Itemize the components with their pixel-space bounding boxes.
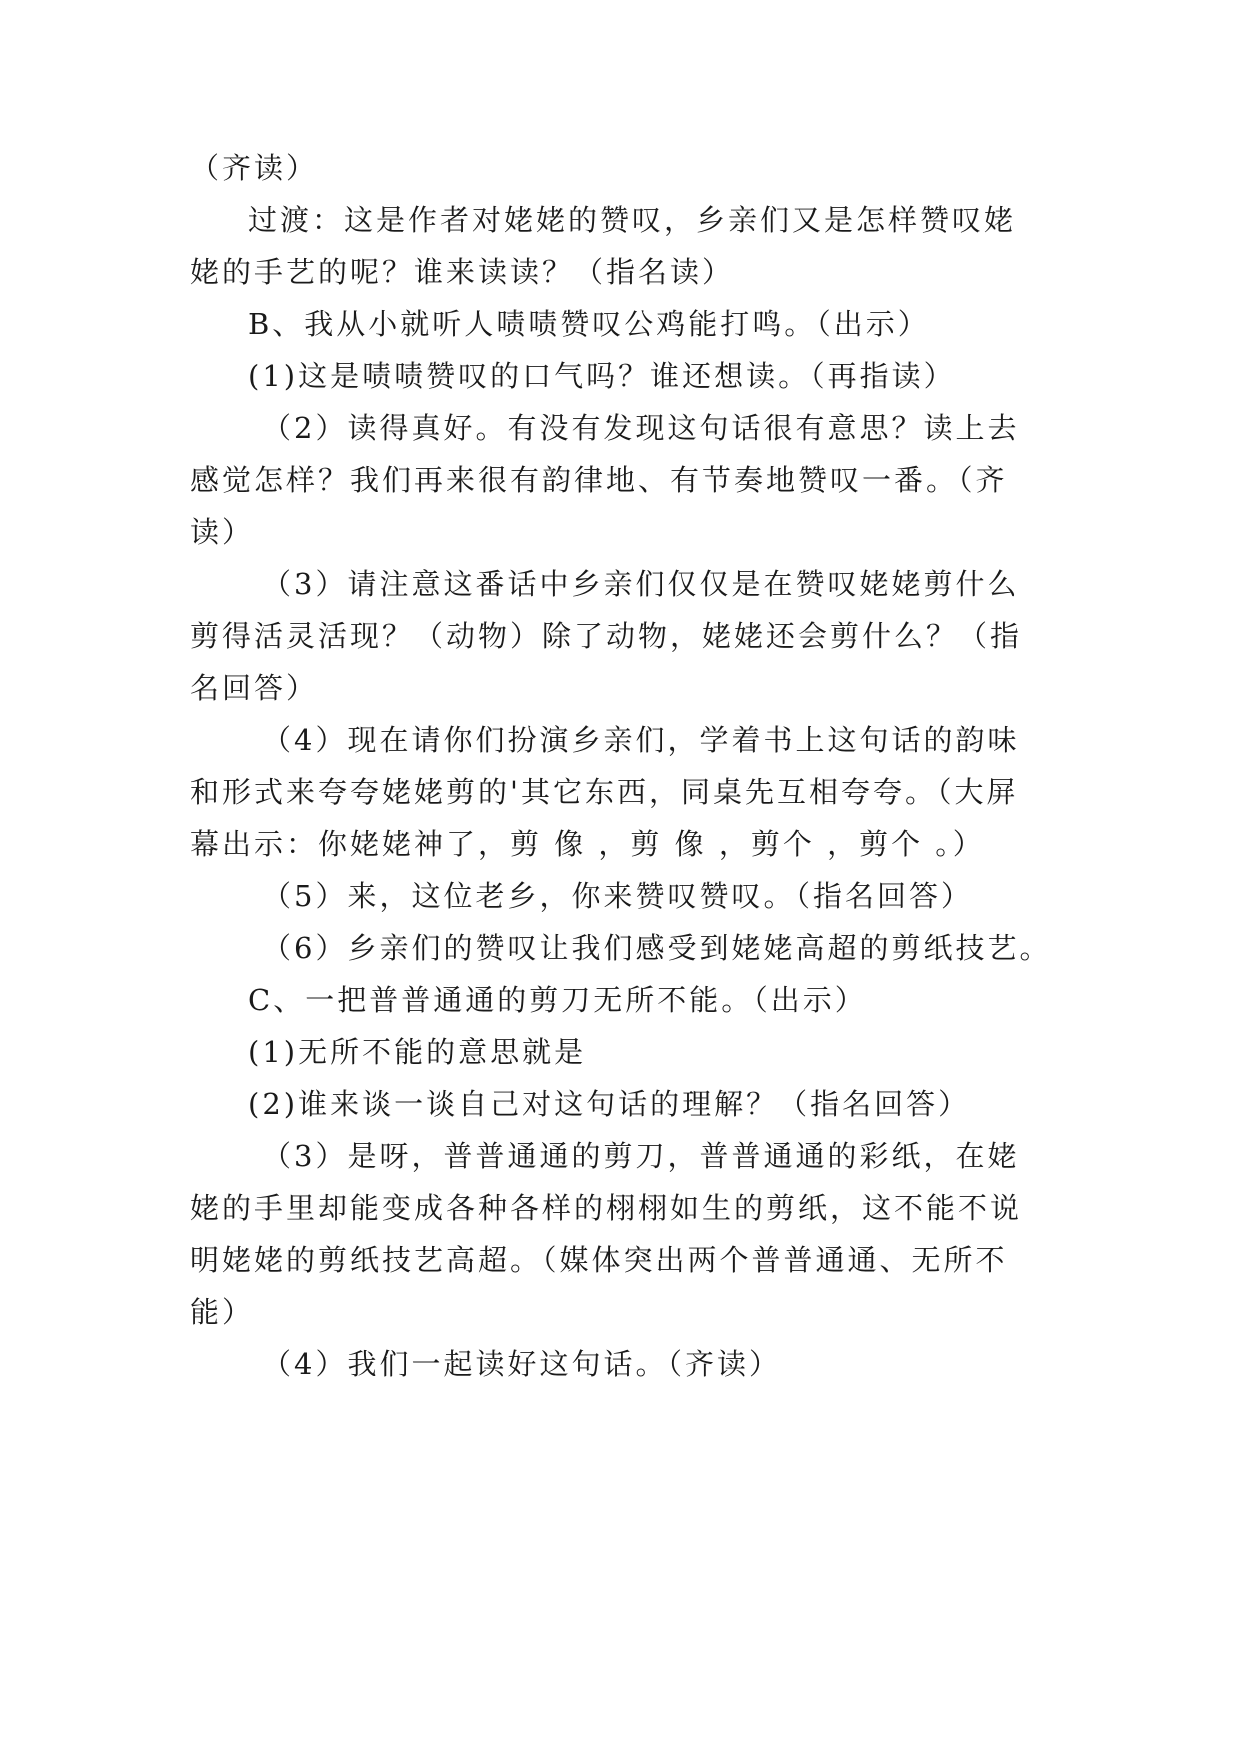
text-line: （6）乡亲们的赞叹让我们感受到姥姥高超的剪纸技艺。 bbox=[262, 931, 1052, 965]
text-line: B、我从小就听人啧啧赞叹公鸡能打鸣。（出示） bbox=[248, 307, 930, 341]
text-line: （4）我们一起读好这句话。（齐读） bbox=[262, 1347, 781, 1381]
text-line: 幕出示：你姥姥神了，剪 像 ，剪 像 ，剪个 ，剪个 。） bbox=[190, 827, 985, 861]
text-line: 和形式来夸夸姥姥剪的'其它东西，同桌先互相夸夸。（大屏 bbox=[190, 775, 1019, 809]
text-line: 姥的手艺的呢？谁来读读？（指名读） bbox=[190, 255, 735, 289]
text-line: 能） bbox=[190, 1295, 255, 1329]
text-line: （齐读） bbox=[190, 151, 319, 185]
text-line: 剪得活灵活现？（动物）除了动物，姥姥还会剪什么？（指 bbox=[190, 619, 1023, 653]
text-line: （5）来，这位老乡，你来赞叹赞叹。（指名回答） bbox=[262, 879, 973, 913]
text-line: （4）现在请你们扮演乡亲们，学着书上这句话的韵味 bbox=[262, 723, 1020, 757]
text-line: 感觉怎样？我们再来很有韵律地、有节奏地赞叹一番。（齐 bbox=[190, 463, 1008, 497]
text-line: (1)无所不能的意思就是 bbox=[248, 1035, 587, 1069]
text-line: 名回答） bbox=[190, 671, 319, 705]
text-line: （3）请注意这番话中乡亲们仅仅是在赞叹姥姥剪什么 bbox=[262, 567, 1020, 601]
text-line: 姥的手里却能变成各种各样的栩栩如生的剪纸，这不能不说 bbox=[190, 1191, 1023, 1225]
text-line: 读） bbox=[190, 515, 255, 549]
text-line: （2）读得真好。有没有发现这句话很有意思？读上去 bbox=[262, 411, 1020, 445]
text-line: 过渡：这是作者对姥姥的赞叹，乡亲们又是怎样赞叹姥 bbox=[248, 203, 1017, 237]
text-line: (1)这是啧啧赞叹的口气吗？谁还想读。（再指读） bbox=[248, 359, 956, 393]
text-line: (2)谁来谈一谈自己对这句话的理解？（指名回答） bbox=[248, 1087, 971, 1121]
text-line: C、一把普普通通的剪刀无所不能。（出示） bbox=[248, 983, 867, 1017]
text-line: （3）是呀，普普通通的剪刀，普普通通的彩纸，在姥 bbox=[262, 1139, 1020, 1173]
text-line: 明姥姥的剪纸技艺高超。（媒体突出两个普普通通、无所不 bbox=[190, 1243, 1008, 1277]
